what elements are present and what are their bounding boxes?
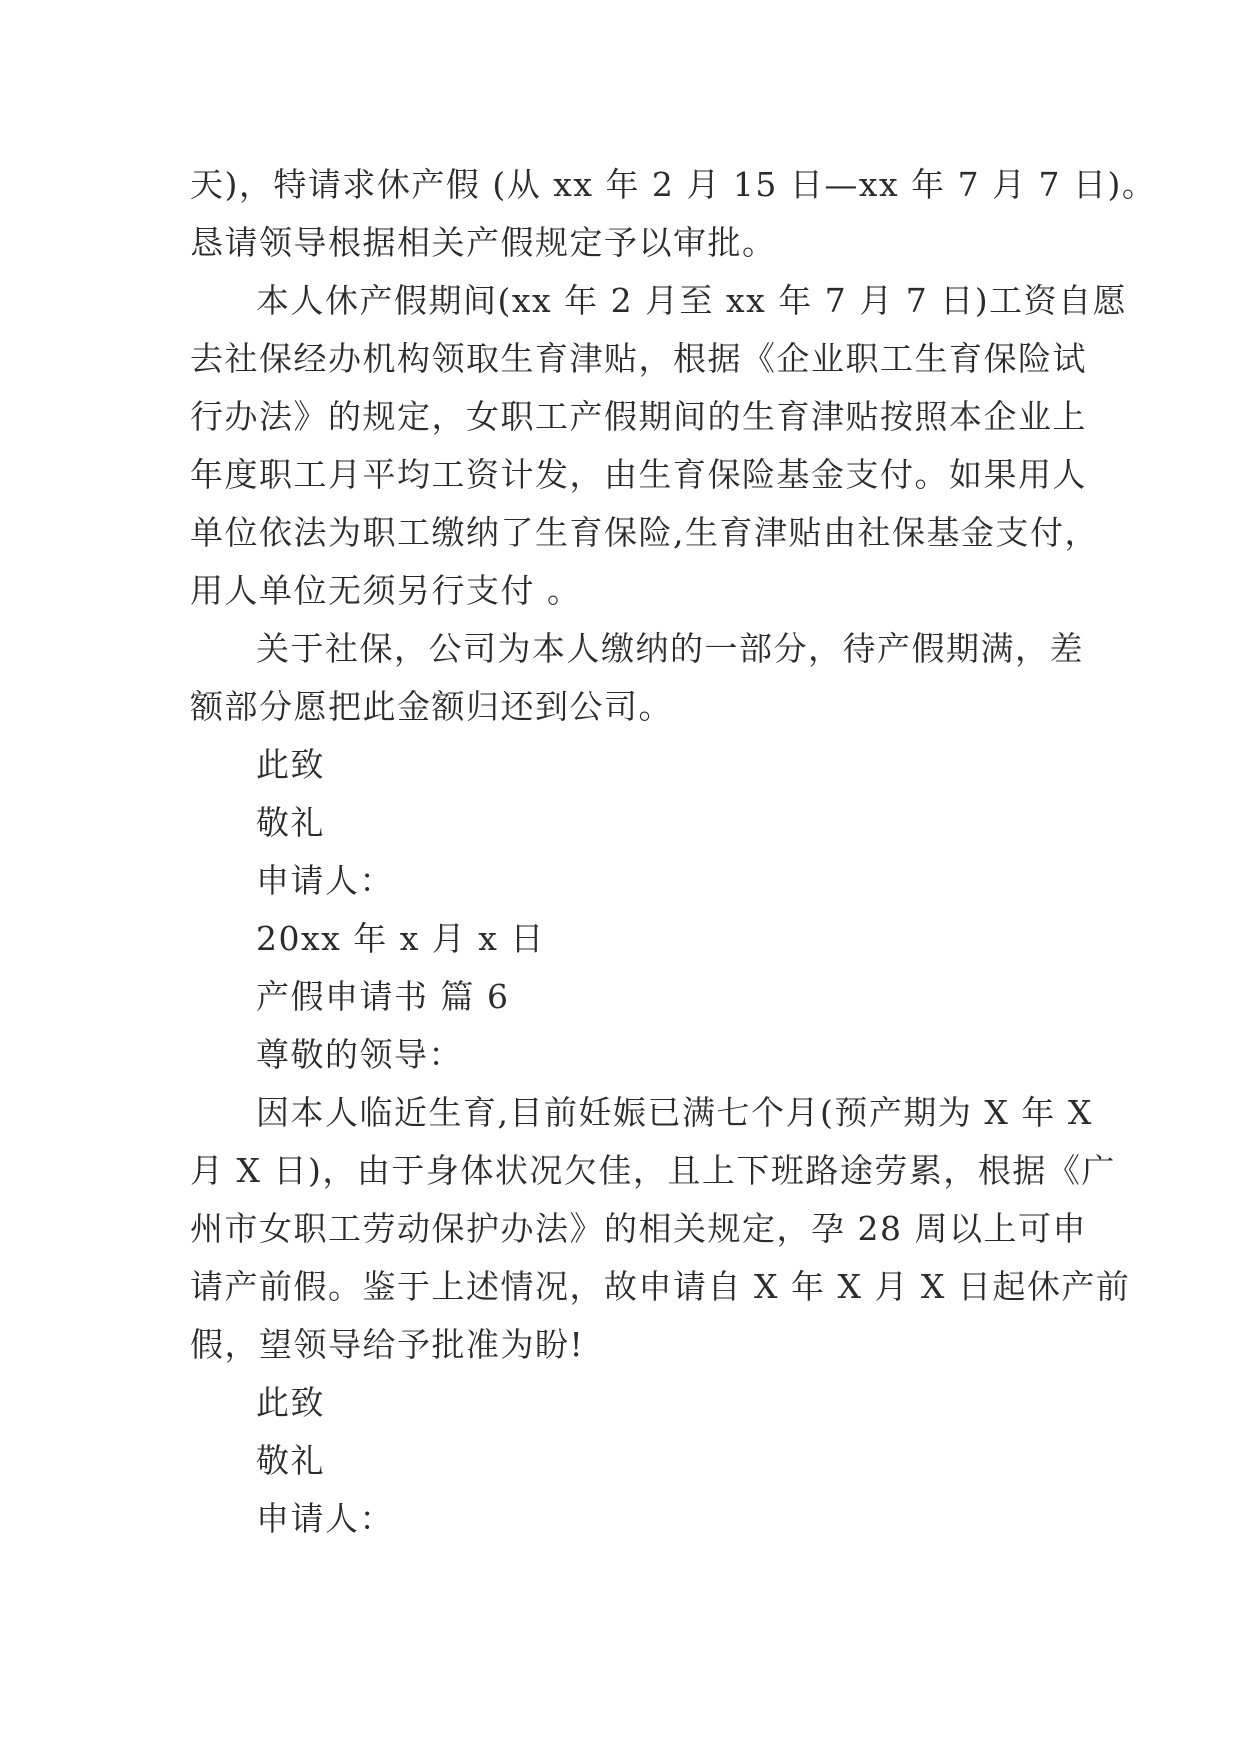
text-line: 恳请领导根据相关产假规定予以审批。 bbox=[190, 223, 777, 262]
closing-regards: 敬礼 bbox=[256, 1441, 325, 1480]
closing-salutation: 此致 bbox=[256, 745, 325, 784]
text-line: 州市女职工劳动保护办法》的相关规定，孕 28 周以上可申 bbox=[190, 1209, 1087, 1248]
closing-regards: 敬礼 bbox=[256, 803, 325, 842]
text-line: 额部分愿把此金额归还到公司。 bbox=[190, 687, 673, 726]
date-line: 20xx 年 x 月 x 日 bbox=[256, 919, 545, 958]
text-line: 月 X 日)，由于身体状况欠佳，且上下班路途劳累，根据《广 bbox=[190, 1151, 1116, 1190]
text-line: 年度职工月平均工资计发，由生育保险基金支付。如果用人 bbox=[190, 455, 1087, 494]
document-body bbox=[190, 156, 1157, 1548]
applicant-label: 申请人： bbox=[256, 861, 394, 900]
text-line: 请产前假。鉴于上述情况，故申请自 X 年 X 月 X 日起休产前 bbox=[190, 1267, 1131, 1306]
text-line: 单位依法为职工缴纳了生育保险,生育津贴由社保基金支付， bbox=[190, 513, 1099, 552]
greeting: 尊敬的领导： bbox=[256, 1035, 463, 1074]
text-line: 假，望领导给予批准为盼! bbox=[190, 1325, 585, 1364]
text-line: 本人休产假期间(xx 年 2 月至 xx 年 7 月 7 日)工资自愿 bbox=[256, 281, 1128, 320]
section-title: 产假申请书 篇 6 bbox=[256, 977, 510, 1016]
text-line: 天)，特请求休产假 (从 xx 年 2 月 15 日—xx 年 7 月 7 日)。 bbox=[190, 165, 1157, 204]
text-line: 用人单位无须另行支付 。 bbox=[190, 571, 582, 610]
closing-salutation: 此致 bbox=[256, 1383, 325, 1422]
text-line: 关于社保，公司为本人缴纳的一部分，待产假期满，差 bbox=[256, 629, 1084, 668]
text-line: 去社保经办机构领取生育津贴，根据《企业职工生育保险试 bbox=[190, 339, 1087, 378]
applicant-label: 申请人： bbox=[256, 1499, 394, 1538]
text-line: 行办法》的规定，女职工产假期间的生育津贴按照本企业上 bbox=[190, 397, 1087, 436]
text-line: 因本人临近生育,目前妊娠已满七个月(预产期为 X 年 X bbox=[256, 1093, 1093, 1132]
